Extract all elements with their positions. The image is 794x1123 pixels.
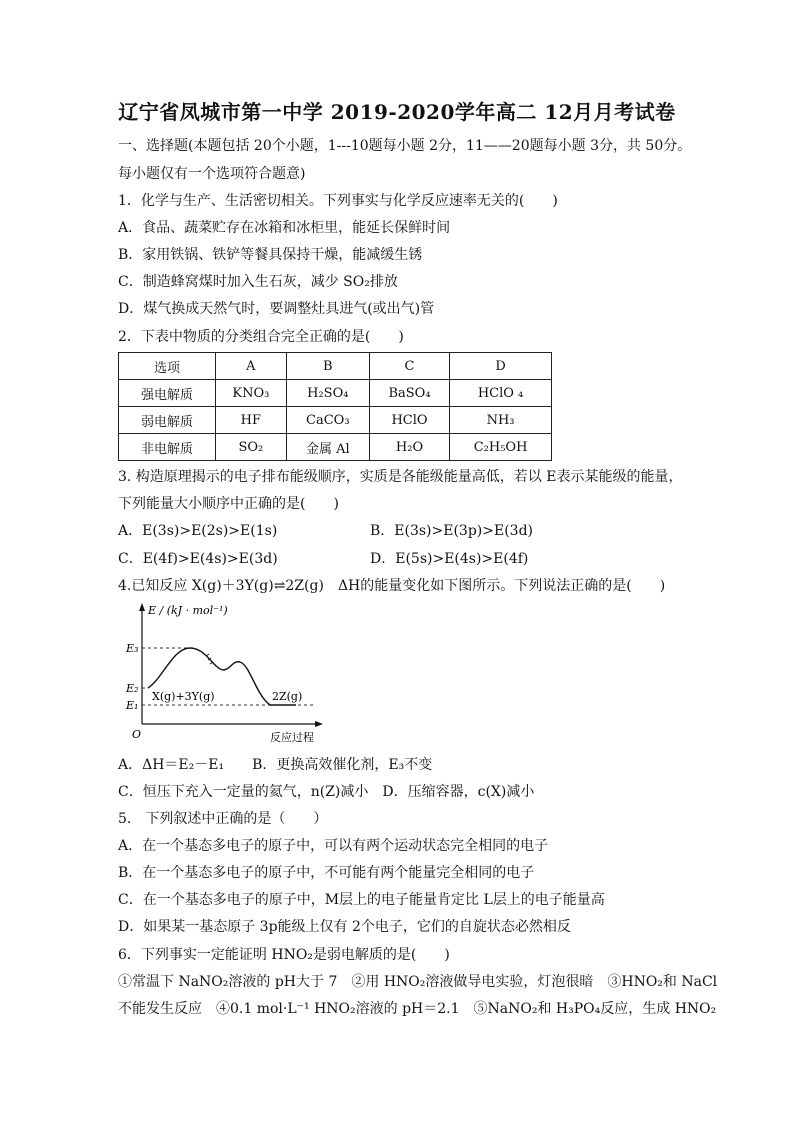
table-cell: SO₂ (216, 434, 287, 461)
table-cell: KNO₃ (216, 380, 287, 407)
q3-option-c: C．E(4f)>E(4s)>E(3d) (118, 551, 278, 567)
q3-stem-line-2: 下列能量大小顺序中正确的是( ) (118, 496, 339, 512)
q6-line-1: ①常温下 NaNO₂溶液的 pH大于 7 ②用 HNO₂溶液做导电实验，灯泡很暗 ③HNO₂和 NaCl (118, 974, 718, 990)
q1-option-c: C．制造蜂窝煤时加入生石灰，减少 SO₂排放 (118, 274, 398, 290)
e3-label: E₃ (126, 642, 139, 655)
table-cell: 弱电解质 (119, 407, 216, 434)
table-cell: 非电解质 (119, 434, 216, 461)
table-header-cell: C (369, 353, 449, 380)
q5-option-d: D．如果某一基态原子 3p能级上仅有 2个电子，它们的自旋状态必然相反 (118, 919, 571, 935)
q4-stem: 4.已知反应 X(g)＋3Y(g)⇌2Z(g) ΔH的能量变化如下图所示。下列说法正确的是( ) (118, 578, 666, 594)
table-cell: H₂O (369, 434, 449, 461)
q1-option-b: B．家用铁锅、铁铲等餐具保持干燥，能减缓生锈 (118, 247, 423, 263)
table-header-cell: D (450, 353, 552, 380)
table-header-row (119, 353, 552, 380)
table-row (119, 380, 552, 407)
table-cell: 金属 Al (286, 434, 369, 461)
table-cell: HClO ₄ (450, 380, 552, 407)
q5-option-b: B．在一个基态多电子的原子中，不可能有两个能量完全相同的电子 (118, 865, 535, 881)
origin-label: O (132, 728, 142, 741)
x-axis-label: 反应过程 (270, 731, 314, 744)
energy-diagram (118, 600, 333, 745)
q5-option-c: C．在一个基态多电子的原子中，M层上的电子能量肯定比 L层上的电子能量高 (118, 892, 605, 908)
table-cell: 强电解质 (119, 380, 216, 407)
q3-stem-line-1: 3. 构造原理揭示的电子排布能级顺序，实质是各能级能量高低，若以 E表示某能级的能量， (118, 469, 683, 485)
table-header-cell: B (286, 353, 369, 380)
table-cell: H₂SO₄ (286, 380, 369, 407)
q1-option-a: A．食品、蔬菜贮存在冰箱和冰柜里，能延长保鲜时间 (118, 220, 451, 236)
q3-option-d: D．E(5s)>E(4s)>E(4f) (370, 551, 529, 567)
q2-stem: 2．下表中物质的分类组合完全正确的是( ) (118, 329, 404, 345)
y-axis-label: E / (kJ · mol⁻¹) (148, 604, 228, 617)
table-cell: HClO (369, 407, 449, 434)
table-header-cell: 选项 (119, 353, 216, 380)
e2-label: E₂ (126, 682, 139, 695)
page-title: 辽宁省凤城市第一中学 2019-2020学年高二 12月月考试卷 (118, 100, 676, 124)
q1-stem: 1．化学与生产、生活密切相关。下列事实与化学反应速率无关的( ) (118, 193, 558, 209)
q3-option-b: B．E(3s)>E(3p)>E(3d) (370, 523, 534, 539)
table-cell: BaSO₄ (369, 380, 449, 407)
q5-option-a: A．在一个基态多电子的原子中，可以有两个运动状态完全相同的电子 (118, 838, 549, 854)
section-header-line-2: 每小题仅有一个选项符合题意) (118, 166, 306, 182)
table-cell: NH₃ (450, 407, 552, 434)
reactant-label: X(g)+3Y(g) (152, 690, 215, 703)
y-axis-arrow (139, 603, 145, 611)
table-cell: HF (216, 407, 287, 434)
q6-stem: 6．下列事实一定能证明 HNO₂是弱电解质的是( ) (118, 947, 450, 963)
q5-stem: 5. 下列叙述中正确的是（ ） (118, 811, 328, 827)
table-row (119, 434, 552, 461)
table-cell: C₂H₅OH (450, 434, 552, 461)
q1-option-d: D．煤气换成天然气时，要调整灶具进气(或出气)管 (118, 301, 435, 317)
table-cell: CaCO₃ (286, 407, 369, 434)
classification-table (118, 352, 552, 461)
product-label: 2Z(g) (272, 690, 303, 703)
section-header-line-1: 一、选择题(本题包括 20个小题，1---10题每小题 2分，11——20题每小题 3分，共 50分。 (118, 138, 692, 154)
q3-option-a: A．E(3s)>E(2s)>E(1s) (118, 523, 278, 539)
q6-line-2: 不能发生反应 ④0.1 mol·L⁻¹ HNO₂溶液的 pH＝2.1 ⑤NaNO₂和 H₃PO₄反应，生成 HNO₂ (118, 1001, 717, 1017)
q4-options-cd: C．恒压下充入一定量的氦气，n(Z)减小 D．压缩容器，c(X)减小 (118, 784, 535, 800)
q4-options-ab: A．ΔH＝E₂－E₁ B．更换高效催化剂，E₃不变 (118, 757, 433, 773)
table-row (119, 407, 552, 434)
x-axis-arrow (315, 721, 323, 727)
curve-marks (206, 654, 213, 664)
e1-label: E₁ (126, 699, 139, 712)
table-header-cell: A (216, 353, 287, 380)
